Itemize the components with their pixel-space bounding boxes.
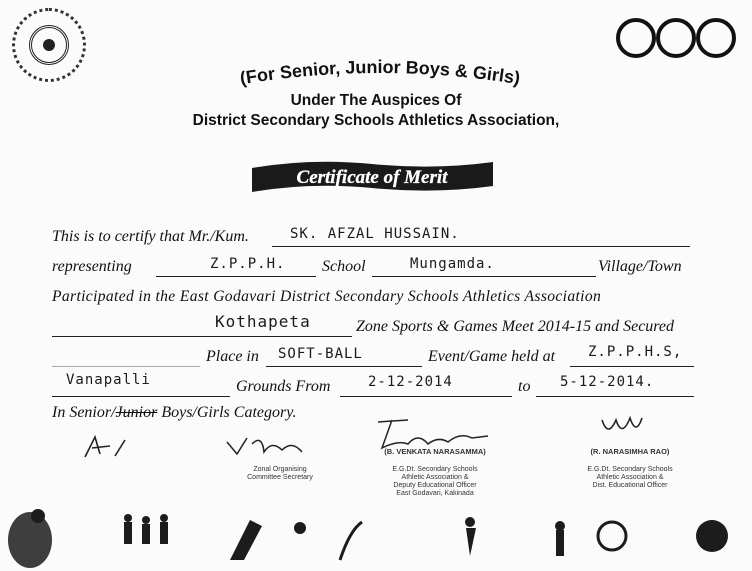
header-subtitle-arc bbox=[190, 40, 570, 100]
date-from: 2-12-2014 bbox=[368, 374, 453, 390]
header-subtitle: (For Senior, Junior Boys & Girls) bbox=[238, 56, 522, 89]
category-prefix: In Senior/ bbox=[52, 404, 116, 421]
category-struck: Junior bbox=[115, 404, 158, 421]
venkata-title-4: East Godavari, Kakinada bbox=[396, 490, 474, 497]
venkata-title-2: Athletic Association & bbox=[401, 474, 469, 481]
zonal-line-1: Zonal Organising bbox=[253, 466, 307, 473]
signature-scribble-2 bbox=[222, 432, 312, 462]
position-blank bbox=[52, 348, 200, 367]
association-emblem bbox=[12, 8, 86, 82]
signature-scribble-1 bbox=[80, 432, 140, 462]
olympic-rings-logo bbox=[612, 14, 742, 64]
certify-line bbox=[52, 228, 249, 246]
category-line bbox=[52, 404, 296, 422]
certify-label: This is to certify that Mr./Kum. bbox=[52, 228, 249, 245]
narasimha-name: (R. NARASIMHA RAO) bbox=[590, 447, 670, 456]
narasimha-title bbox=[560, 466, 700, 490]
awardee-name: SK. AFZAL HUSSAIN. bbox=[290, 226, 460, 242]
venue-value: Z.P.P.H.S, bbox=[588, 344, 683, 360]
event-value: SOFT-BALL bbox=[278, 346, 363, 362]
signature-scribble-narasimha bbox=[596, 406, 656, 446]
auspices-line: Under The Auspices Of bbox=[290, 92, 462, 109]
venkata-name: (B. VENKATA NARASAMMA) bbox=[384, 447, 486, 456]
association-name: District Secondary Schools Athletics Association, bbox=[192, 112, 560, 129]
venkata-title-3: Deputy Educational Officer bbox=[393, 482, 477, 489]
certificate-banner bbox=[250, 158, 495, 196]
ground-value: Vanapalli bbox=[66, 372, 151, 388]
narasimha-title-3: Dist. Educational Officer bbox=[592, 482, 668, 489]
runners-icon bbox=[124, 514, 168, 544]
school-value: Z.P.P.H. bbox=[210, 256, 286, 272]
participated-line: Participated in the East Godavari District Secondary Schools Athletics Association bbox=[52, 288, 602, 305]
village-value: Mungamda. bbox=[410, 256, 495, 272]
zonal-line-2: Committee Secretary bbox=[247, 474, 313, 481]
school-label: School bbox=[322, 258, 366, 275]
event-label: Event/Game held at bbox=[428, 348, 556, 365]
date-to: 5-12-2014. bbox=[560, 374, 655, 390]
venkata-title-1: E.G.Dt. Secondary Schools bbox=[392, 466, 478, 473]
narasimha-title-1: E.G.Dt. Secondary Schools bbox=[587, 466, 673, 473]
sports-silhouettes-strip bbox=[0, 500, 752, 571]
grounds-label: Grounds From bbox=[236, 378, 331, 395]
zone-value: Kothapeta bbox=[215, 312, 311, 331]
venkata-title bbox=[360, 466, 510, 498]
representing-label: representing bbox=[52, 258, 132, 275]
village-label: Village/Town bbox=[598, 258, 682, 275]
zonal-caption bbox=[220, 466, 340, 482]
to-label: to bbox=[518, 378, 531, 395]
zone-meet-text: Zone Sports & Games Meet 2014-15 and Secured bbox=[356, 318, 675, 335]
narasimha-title-2: Athletic Association & bbox=[596, 474, 664, 481]
category-suffix: Boys/Girls Category. bbox=[157, 404, 297, 421]
svg-text:(For Senior, Junior Boys & Gir bbox=[238, 57, 521, 88]
place-label: Place in bbox=[206, 348, 259, 365]
certificate-title: Certificate of Merit bbox=[296, 167, 448, 188]
